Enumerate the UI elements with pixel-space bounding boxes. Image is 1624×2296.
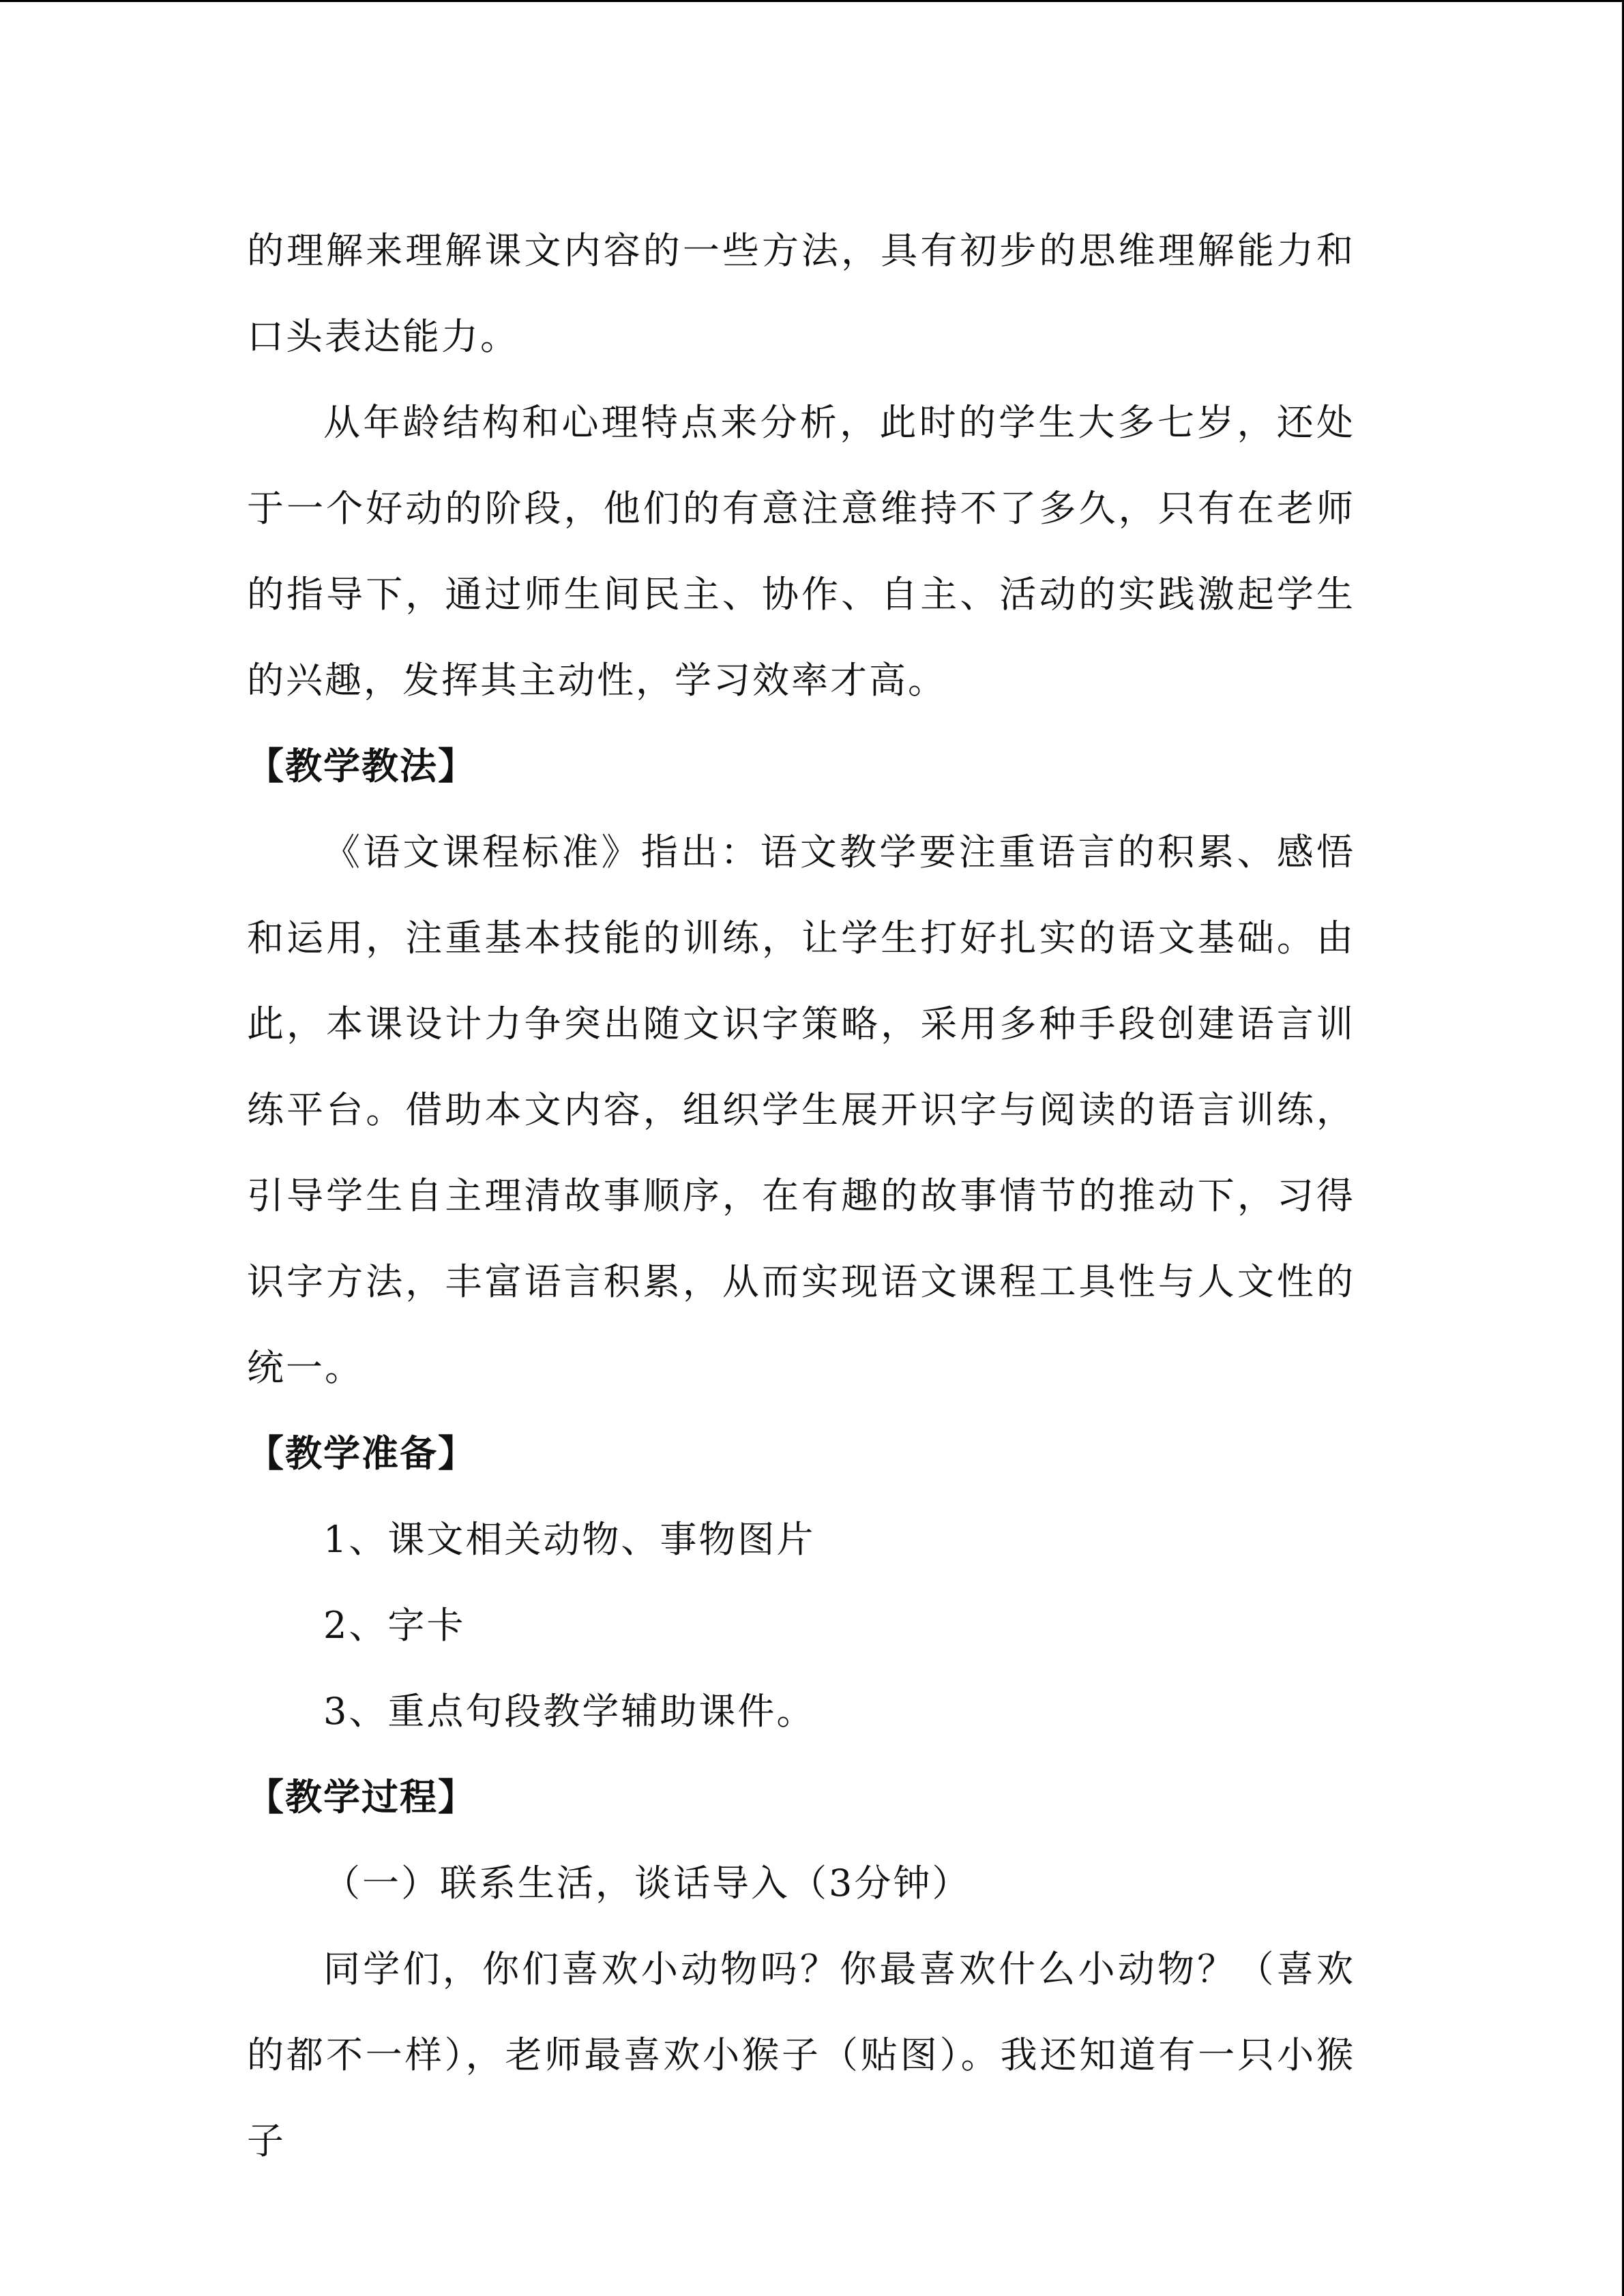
paragraph-teaching-methods: 《语文课程标准》指出：语文教学要注重语言的积累、感悟和运用，注重基本技能的训练，让学生打好扎实的语文基础。由此，本课设计力争突出随文识字策略，采用多种手段创建语言训练平台。借助本文内容，组织学生展开识字与阅读的语言训练，引导学生自主理清故事顺序，在有趣的故事情节的推动下，习得识字方法，丰富语言积累，从而实现语文课程工具性与人文性的统一。: [247, 831, 1355, 1389]
paragraph-age-analysis: 从年龄结构和心理特点来分析，此时的学生大多七岁，还处于一个好动的阶段，他们的有意注意维持不了多久，只有在老师的指导下，通过师生间民主、协作、自主、活动的实践激起学生的兴趣，发挥其主动性，学习效率才高。: [247, 401, 1355, 702]
list-item-preparation-3: 3、重点句段教学辅助课件。: [323, 1690, 816, 1733]
heading-teaching-process: 【教学过程】: [247, 1776, 476, 1819]
list-item-preparation-2: 2、字卡: [323, 1604, 466, 1647]
heading-teaching-methods: 【教学教法】: [247, 745, 476, 788]
page-border-top: [0, 0, 1624, 2]
paragraph-student-understanding: 的理解来理解课文内容的一些方法，具有初步的思维理解能力和口头表达能力。: [247, 229, 1355, 358]
list-item-preparation-1: 1、课文相关动物、事物图片: [323, 1518, 816, 1561]
heading-teaching-preparation: 【教学准备】: [247, 1432, 476, 1475]
document-body: [247, 208, 1355, 2184]
paragraph-process-step-1: 同学们，你们喜欢小动物吗？你最喜欢什么小动物？（喜欢的都不一样），老师最喜欢小猴子（贴图）。我还知道有一只小猴子: [247, 1948, 1355, 2162]
process-step-1-title: （一）联系生活，谈话导入（3分钟）: [323, 1862, 971, 1905]
